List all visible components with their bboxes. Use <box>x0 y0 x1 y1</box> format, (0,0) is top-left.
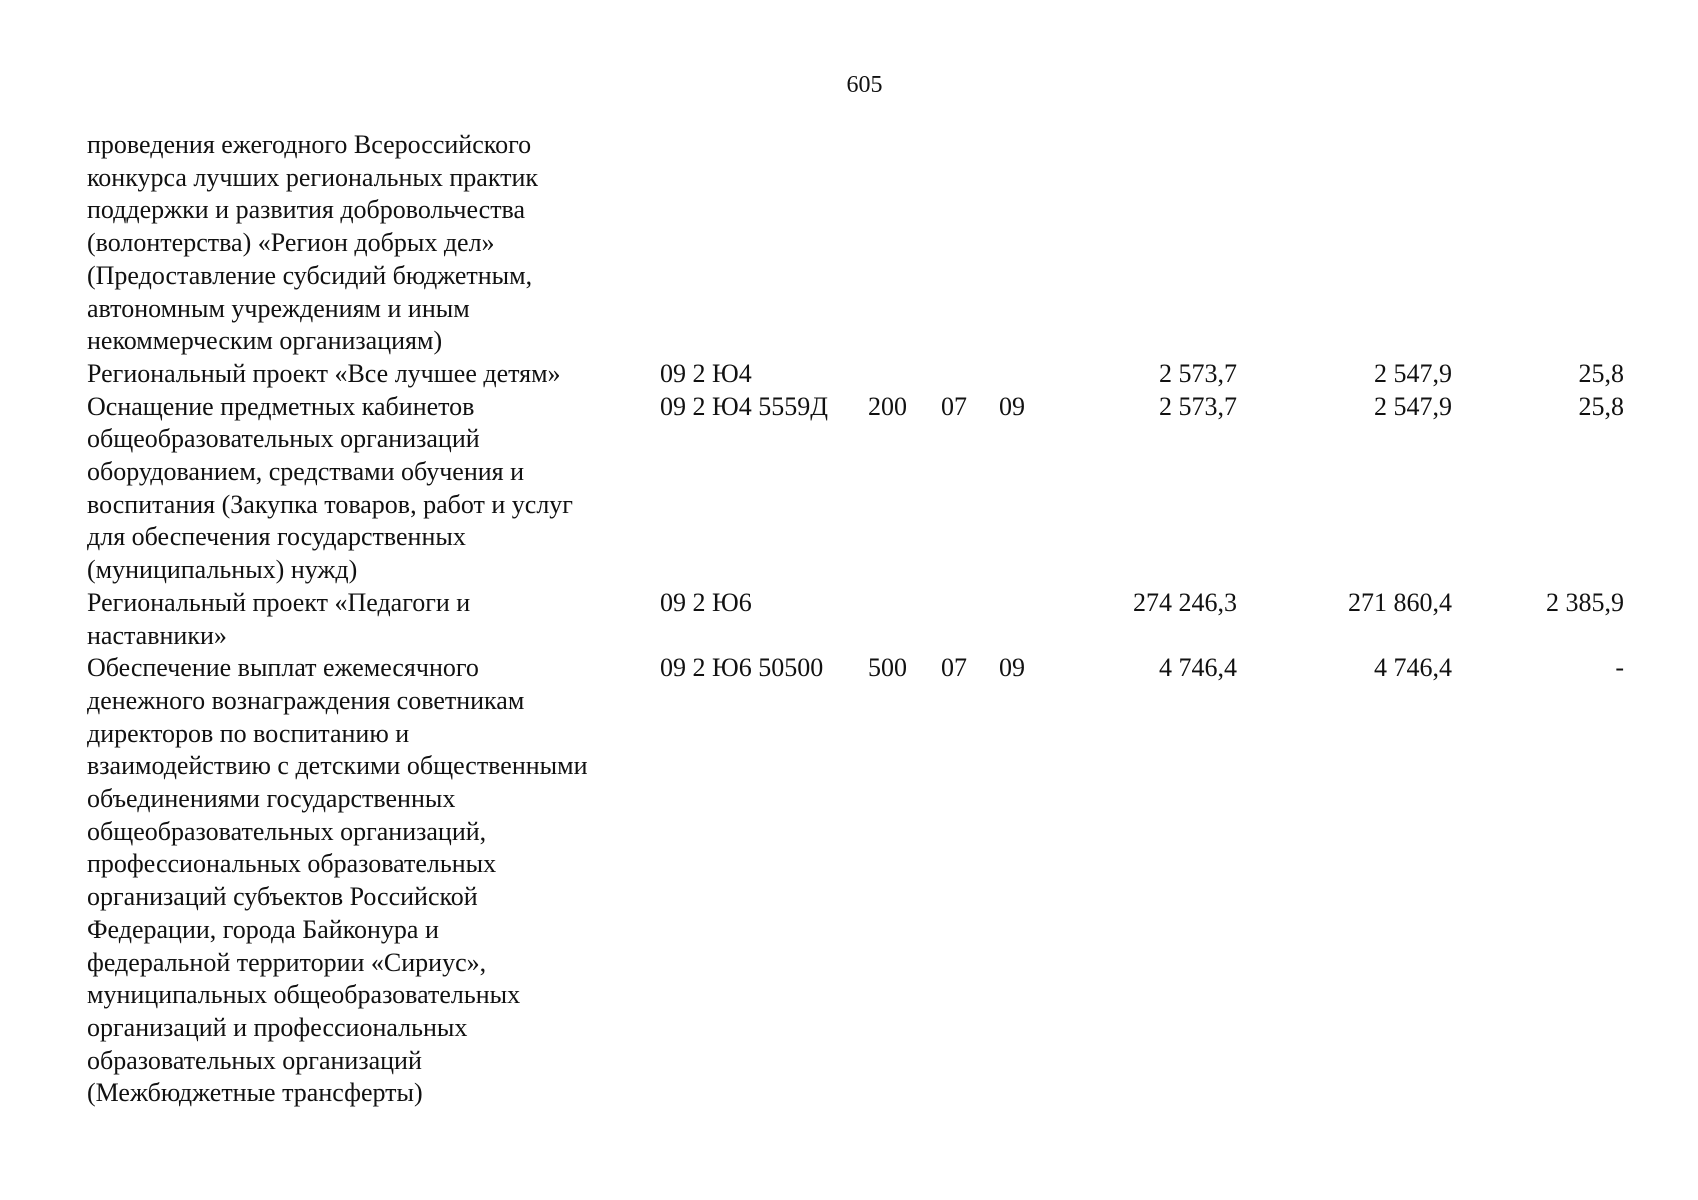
row-target-article: 09 2 Ю6 <box>660 587 752 617</box>
row-subsection: 09 <box>999 391 1025 421</box>
row-value-second: 4 746,4 <box>1374 653 1452 683</box>
row-name <box>87 391 660 587</box>
row-subsection <box>999 129 1079 358</box>
table-row <box>87 391 1624 587</box>
row-name-line: муниципальных общеобразовательных <box>87 980 521 1010</box>
row-name-line: объединениями государственных <box>87 784 456 814</box>
row-name-line: (Предоставление субсидий бюджетным, <box>87 260 533 290</box>
row-name-line: оборудованием, средствами обучения и <box>87 457 525 487</box>
row-name-line: конкурса лучших региональных практик <box>87 162 539 192</box>
row-name-line: (Межбюджетные трансферты) <box>87 1078 423 1108</box>
row-name-line: образовательных организаций <box>87 1045 422 1075</box>
row-target-article: 09 2 Ю4 <box>660 358 752 388</box>
row-name-line: директоров по воспитанию и <box>87 718 410 748</box>
row-name-line: организаций и профессиональных <box>87 1012 468 1042</box>
row-name-line: поддержки и развития добровольчества <box>87 195 526 225</box>
row-subsection <box>999 587 1079 652</box>
row-expense-type: 200 <box>868 391 907 421</box>
row-name <box>87 129 660 358</box>
table-row <box>87 358 1624 391</box>
budget-table-body <box>87 129 1624 1110</box>
row-name-line: Обеспечение выплат ежемесячного <box>87 653 479 683</box>
row-name-line: Региональный проект «Педагоги и <box>87 587 471 617</box>
row-target-article: 09 2 Ю6 50500 <box>660 653 824 683</box>
table-row <box>87 129 1624 358</box>
row-name-line: Федерации, города Байконура и <box>87 914 439 944</box>
row-name-line: (волонтерства) «Регион добрых дел» <box>87 228 495 258</box>
row-value-third: 2 385,9 <box>1546 587 1624 617</box>
row-value-second: 271 860,4 <box>1348 587 1452 617</box>
row-target-article: 09 2 Ю4 5559Д <box>660 391 828 421</box>
row-value-total: 2 573,7 <box>1159 391 1237 421</box>
row-name-line: денежного вознаграждения советникам <box>87 685 525 715</box>
row-subsection: 09 <box>999 653 1025 683</box>
row-value-total: 274 246,3 <box>1133 587 1237 617</box>
table-row <box>87 652 1624 1110</box>
row-value-total: 2 573,7 <box>1159 358 1237 388</box>
row-expense-type <box>868 587 941 652</box>
row-expense-type: 500 <box>868 653 907 683</box>
row-value-second: 2 547,9 <box>1374 358 1452 388</box>
row-name-line: для обеспечения государственных <box>87 522 466 552</box>
row-section: 07 <box>941 391 967 421</box>
row-value-third: 25,8 <box>1578 358 1624 388</box>
row-value-third: 25,8 <box>1578 391 1624 421</box>
row-name-line: проведения ежегодного Всероссийского <box>87 130 532 159</box>
budget-table <box>87 129 1624 1110</box>
row-name-line: федеральной территории «Сириус», <box>87 947 487 977</box>
row-value-third <box>1452 129 1624 358</box>
row-name-line: воспитания (Закупка товаров, работ и услуг <box>87 489 573 519</box>
page-number: 605 <box>846 72 883 98</box>
row-name <box>87 587 660 652</box>
row-name <box>87 652 660 1110</box>
row-name-line: некоммерческим организациям) <box>87 326 443 356</box>
row-value-second: 2 547,9 <box>1374 391 1452 421</box>
row-name-line: взаимодействию с детскими общественными <box>87 751 588 781</box>
row-name-line: Региональный проект «Все лучшее детям» <box>87 358 561 388</box>
row-name-line: Оснащение предметных кабинетов <box>87 391 475 421</box>
row-value-third: - <box>1615 653 1624 683</box>
row-name-line: профессиональных образовательных <box>87 849 497 879</box>
row-section: 07 <box>941 653 967 683</box>
row-name-line: наставники» <box>87 620 227 650</box>
row-name-line: общеобразовательных организаций <box>87 424 480 454</box>
row-name-line: автономным учреждениям и иным <box>87 293 470 323</box>
row-section <box>941 358 999 391</box>
row-name-line: общеобразовательных организаций, <box>87 816 487 846</box>
row-value-total: 4 746,4 <box>1159 653 1237 683</box>
table-row <box>87 587 1624 652</box>
row-section <box>941 587 999 652</box>
row-subsection <box>999 358 1079 391</box>
row-expense-type <box>868 129 941 358</box>
row-name-line: организаций субъектов Российской <box>87 882 478 912</box>
row-section <box>941 129 999 358</box>
row-expense-type <box>868 358 941 391</box>
row-value-second <box>1237 129 1452 358</box>
row-target-article <box>660 129 868 358</box>
row-name-line: (муниципальных) нужд) <box>87 555 358 585</box>
row-name <box>87 358 660 391</box>
row-value-total <box>1079 129 1237 358</box>
